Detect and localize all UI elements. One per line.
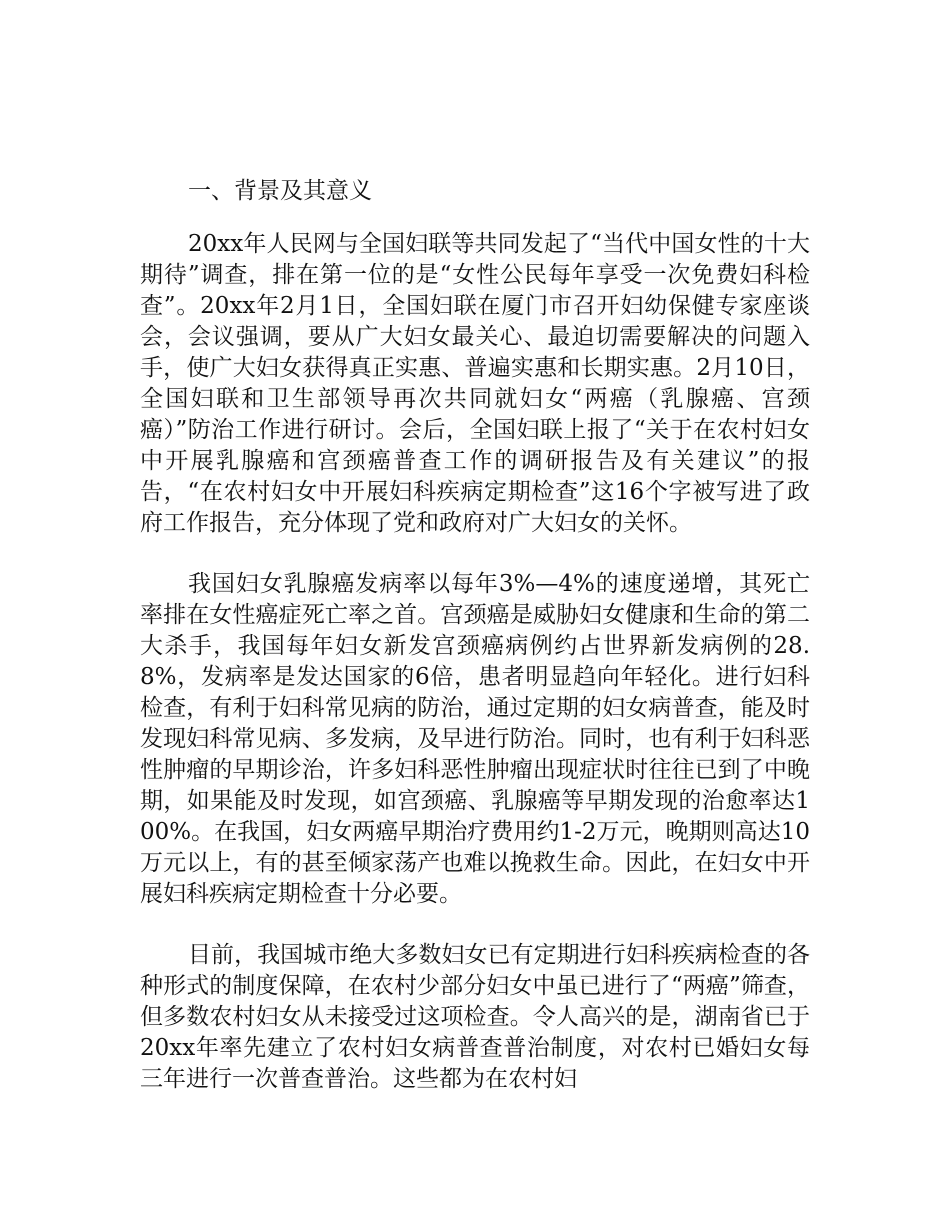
section-heading: 一、背景及其意义	[188, 178, 372, 204]
paragraph-2: 我国妇女乳腺癌发病率以每年3%—4%的速度递增，其死亡率排在女性癌症死亡率之首。宫颈癌是威胁妇女健康和生命的第二大杀手，我国每年妇女新发宫颈癌病例约占世界新发病例的28.8%，发病率是发达国家的6倍，患者明显趋向年轻化。进行妇科检查，有利于妇科常见病的防治，通过定期的妇女病普查，能及时发现妇科常见病、多发病，及早进行防治。同时，也有利于妇科恶性肿瘤的早期诊治，许多妇科恶性肿瘤出现症状时往往已到了中晚期，如果能及时发现，如宫颈癌、乳腺癌等早期发现的治愈率达100%。在我国，妇女两癌早期治疗费用约1-2万元，晚期则高达10万元以上，有的甚至倾家荡产也难以挽救生命。因此，在妇女中开展妇科疾病定期检查十分必要。	[140, 571, 810, 907]
paragraph-3: 目前，我国城市绝大多数妇女已有定期进行妇科疾病检查的各种形式的制度保障，在农村少部分妇女中虽已进行了“两癌”筛查，但多数农村妇女从未接受过这项检查。令人高兴的是，湖南省已于20xx年率先建立了农村妇女病普查普治制度，对农村已婚妇女每三年进行一次普查普治。这些都为在农村妇	[140, 942, 810, 1092]
document-body	[140, 176, 810, 1125]
paragraph-1: 20xx年人民网与全国妇联等共同发起了“当代中国女性的十大期待”调查，排在第一位的是“女性公民每年享受一次免费妇科检查”。20xx年2月1日，全国妇联在厦门市召开妇幼保健专家座谈会，会议强调，要从广大妇女最关心、最迫切需要解决的问题入手，使广大妇女获得真正实惠、普遍实惠和长期实惠。2月10日，全国妇联和卫生部领导再次共同就妇女“两癌（乳腺癌、宫颈癌）”防治工作进行研讨。会后，全国妇联上报了“关于在农村妇女中开展乳腺癌和宫颈癌普查工作的调研报告及有关建议”的报告，“在农村妇女中开展妇科疾病定期检查”这16个字被写进了政府工作报告，充分体现了党和政府对广大妇女的关怀。	[140, 231, 810, 536]
